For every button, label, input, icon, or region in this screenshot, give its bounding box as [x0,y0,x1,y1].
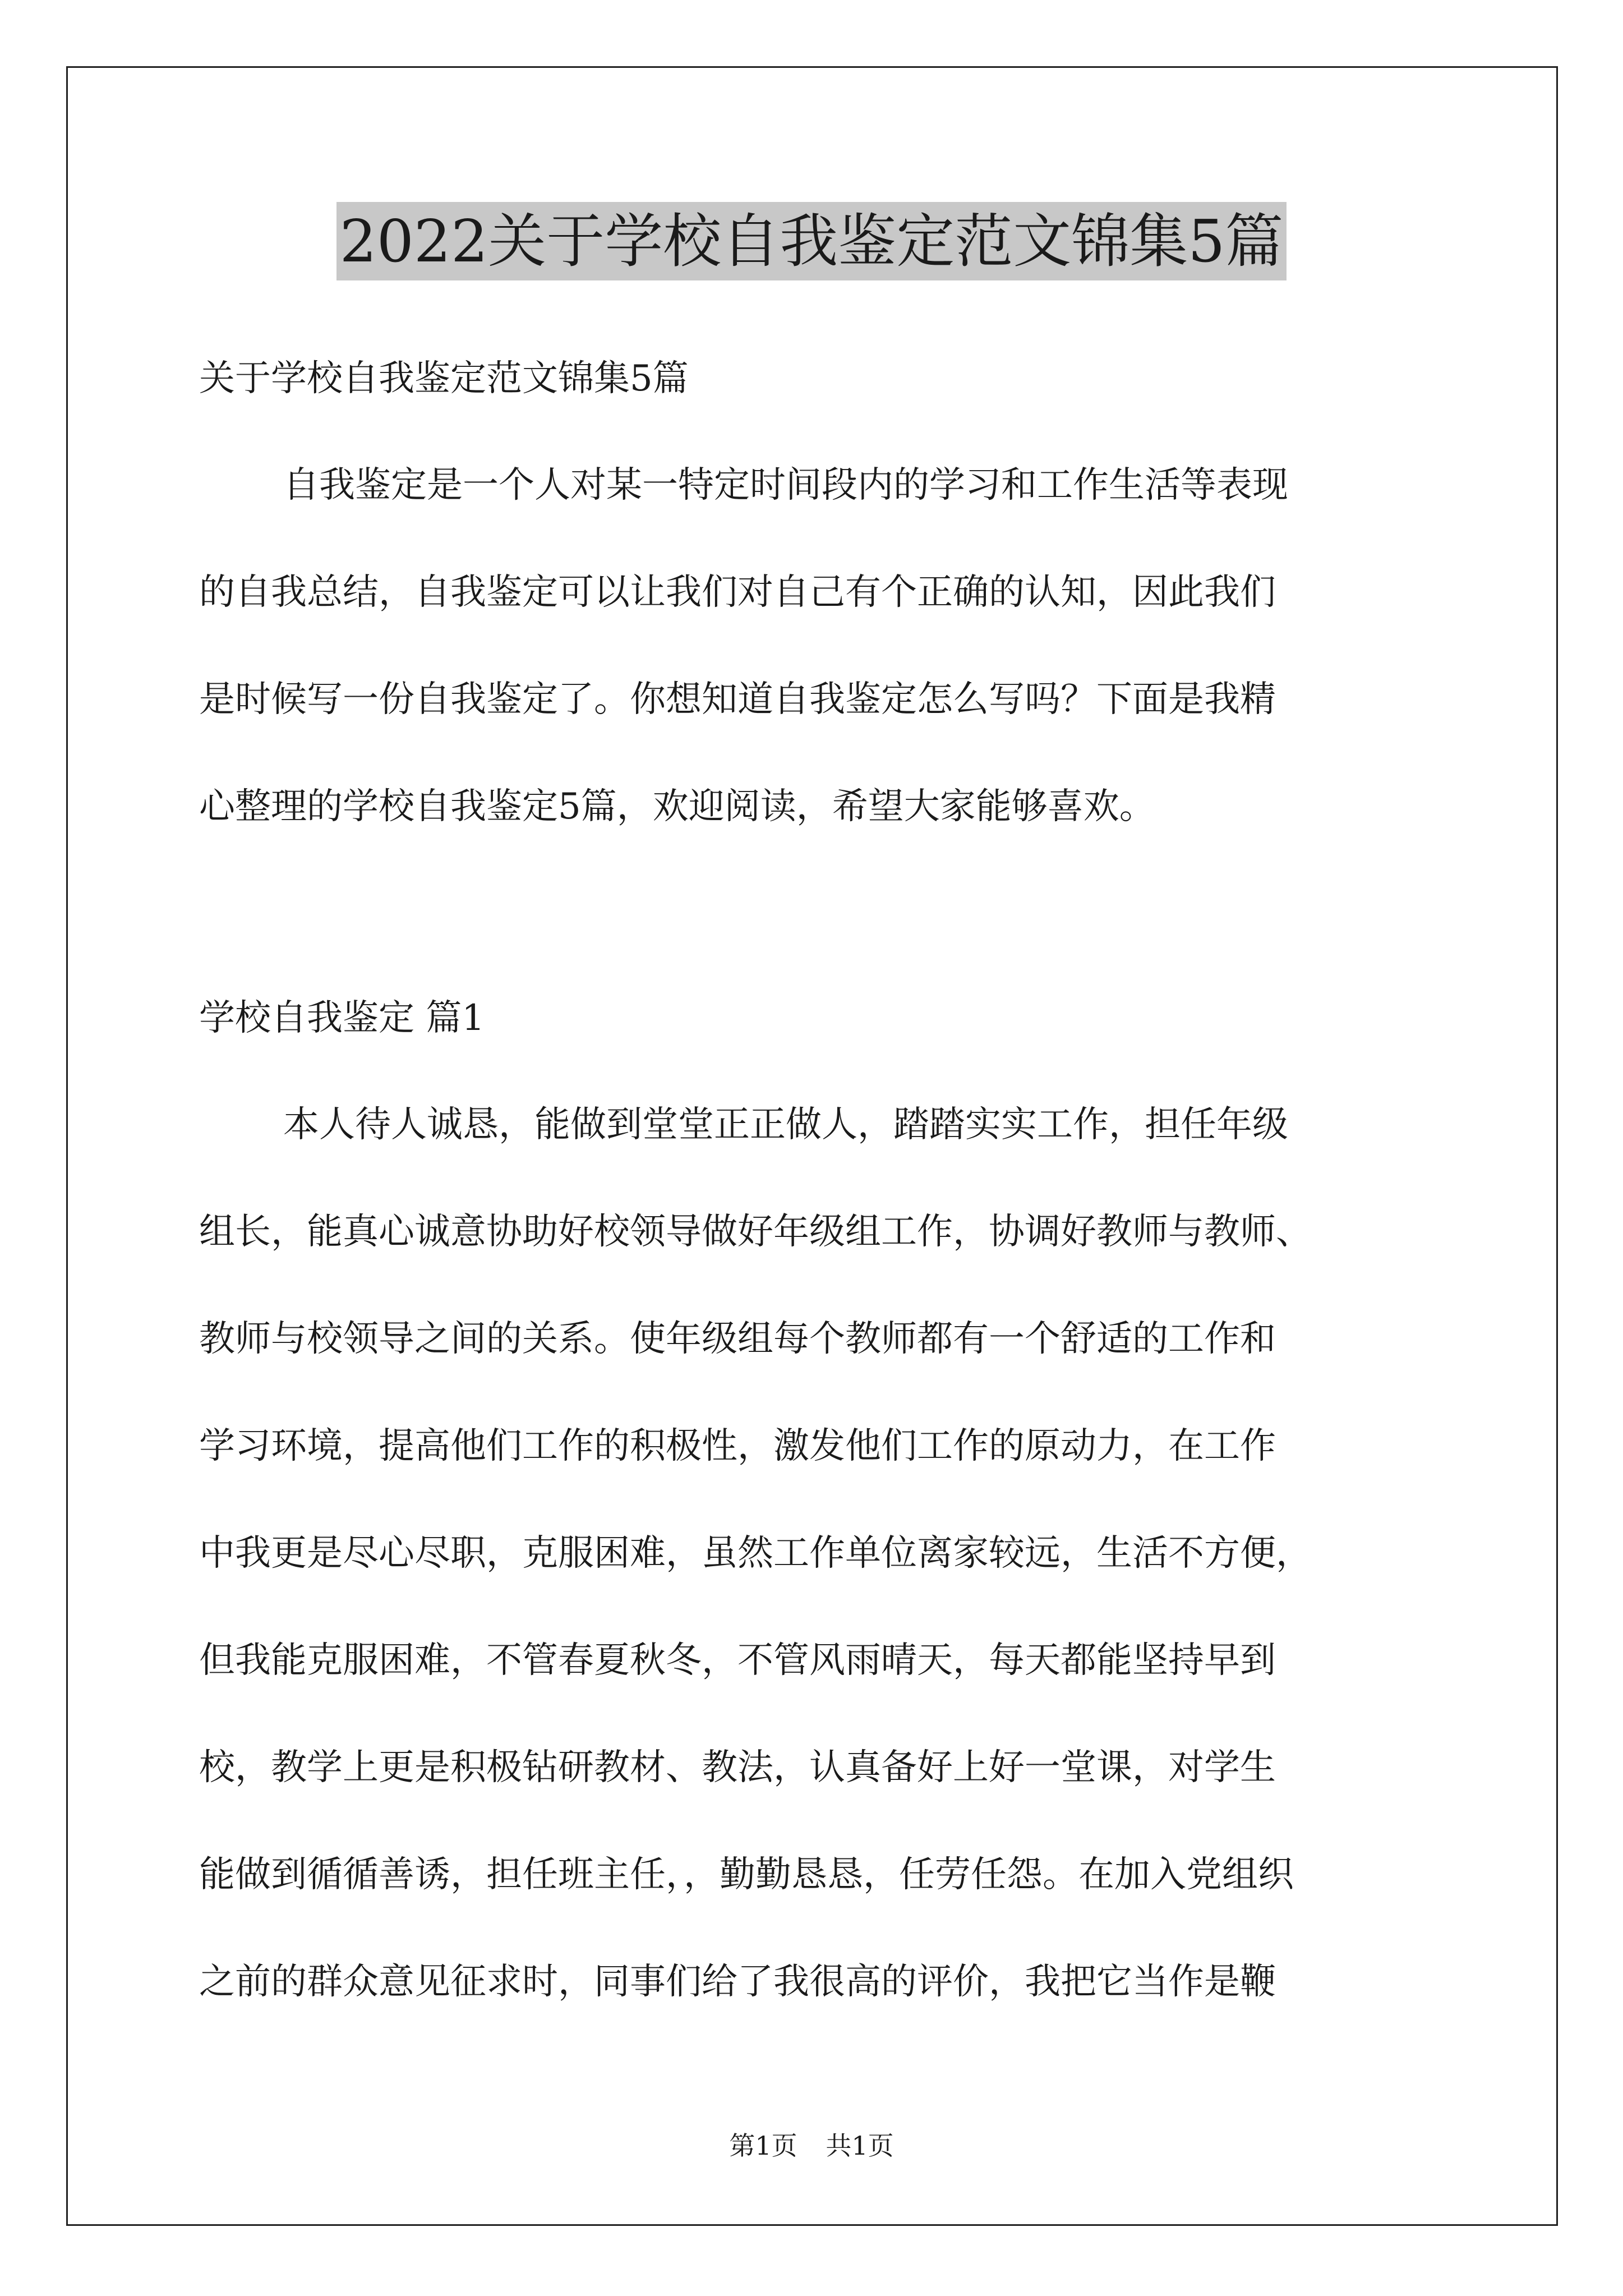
intro-line: 心整理的学校自我鉴定5篇，欢迎阅读，希望大家能够喜欢。 [199,786,1155,827]
body-line: 学习环境，提高他们工作的积极性，激发他们工作的原动力，在工作 [199,1425,1276,1467]
body-line: 本人待人诚恳，能做到堂堂正正做人，踏踏实实工作，担任年级 [283,1104,1288,1145]
document-subtitle: 关于学校自我鉴定范文锦集5篇 [199,358,689,399]
body-line: 校，教学上更是积极钻研教材、教法，认真备好上好一堂课，对学生 [199,1747,1276,1788]
body-line: 组长，能真心诚意协助好校领导做好年级组工作，协调好教师与教师、 [199,1211,1312,1253]
intro-line: 自我鉴定是一个人对某一特定时间段内的学习和工作生活等表现 [283,464,1288,506]
body-line: 但我能克服困难，不管春夏秋冬，不管风雨晴天，每天都能坚持早到 [199,1640,1276,1681]
body-line: 中我更是尽心尽职，克服困难，虽然工作单位离家较远，生活不方便， [199,1533,1312,1574]
document-title: 2022关于学校自我鉴定范文锦集5篇 [336,202,1287,280]
page-number: 第1页 [729,2131,797,2161]
page-total: 共1页 [826,2131,894,2161]
section-heading: 学校自我鉴定 篇1 [199,997,485,1039]
intro-paragraph [199,460,1433,889]
body-line: 能做到循循善诱，担任班主任，，勤勤恳恳，任劳任怨。在加入党组织 [199,1854,1294,1895]
intro-line: 是时候写一份自我鉴定了。你想知道自我鉴定怎么写吗？下面是我精 [199,679,1276,720]
body-line: 教师与校领导之间的关系。使年级组每个教师都有一个舒适的工作和 [199,1318,1276,1360]
body-paragraph [199,1099,1433,2064]
body-line: 之前的群众意见征求时，同事们给了我很高的评价，我把它当作是鞭 [199,1961,1276,2003]
title-container [0,202,1623,280]
page-footer [0,2129,1623,2162]
intro-line: 的自我总结，自我鉴定可以让我们对自己有个正确的认知，因此我们 [199,572,1276,613]
